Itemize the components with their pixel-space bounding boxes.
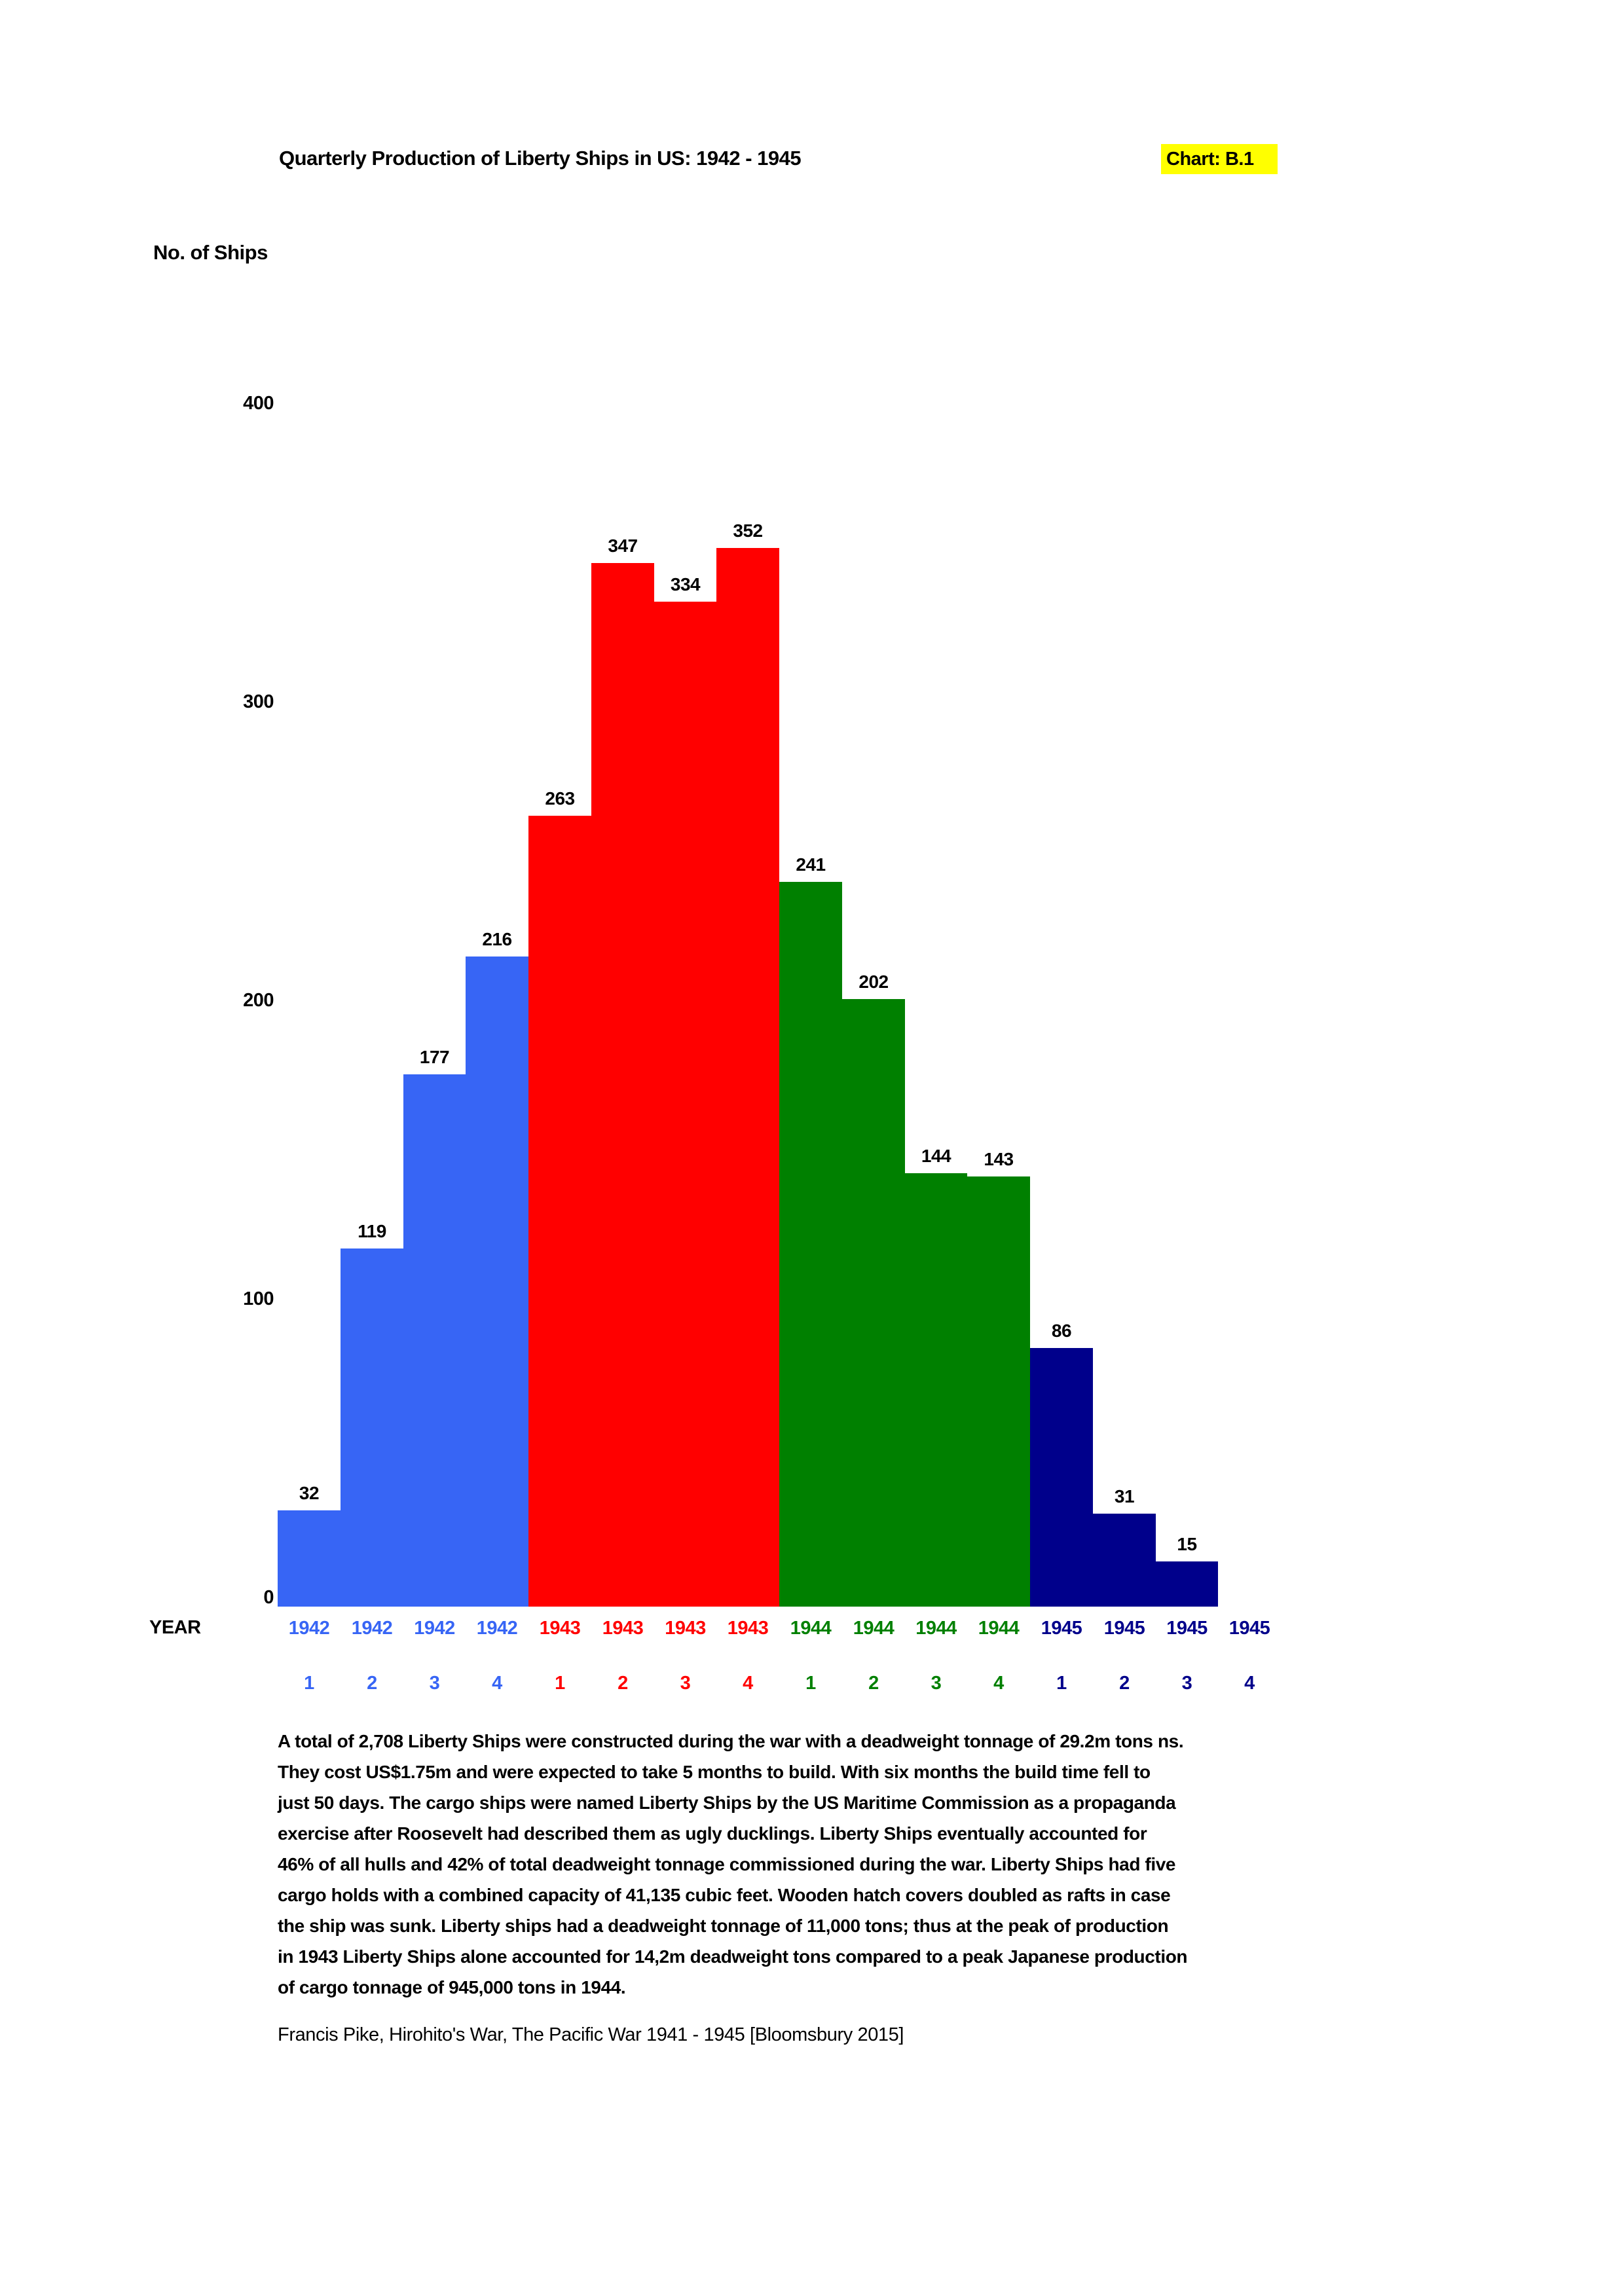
quarter-label: 1 [1056,1673,1067,1694]
year-label: 1945 [1041,1618,1082,1639]
year-label: 1943 [602,1618,644,1639]
year-label: 1942 [351,1618,393,1639]
bar-1943-q4 [716,548,779,1607]
source-citation: Francis Pike, Hirohito's War, The Pacific War 1941 - 1945 [Bloomsbury 2015] [278,2024,904,2045]
paragraph-line: A total of 2,708 Liberty Ships were constructed during the war with a deadweight tonnage of 29.2m tons ns. [278,1731,1184,1751]
y-tick-label: 100 [243,1288,274,1309]
x-axis-label: YEAR [149,1617,201,1638]
bar-value-label: 263 [545,788,575,809]
bar-1944-q2 [842,999,905,1607]
bar-value-label: 202 [858,972,889,992]
bar-1943-q1 [528,816,591,1607]
quarter-label: 4 [1244,1673,1255,1694]
year-label: 1944 [915,1618,957,1639]
bar-1944-q4 [967,1176,1030,1607]
paragraph-line: just 50 days. The cargo ships were named Liberty Ships by the US Maritime Commission as a propaganda [278,1793,1176,1813]
quarter-label: 4 [492,1673,502,1694]
bar-value-label: 144 [921,1146,951,1166]
bar-value-label: 31 [1114,1486,1135,1506]
bar-value-label: 119 [358,1221,386,1241]
y-axis-label: No. of Ships [153,241,268,264]
paragraph-line: cargo holds with a combined capacity of 41,135 cubic feet. Wooden hatch covers doubled as rafts in case [278,1885,1171,1905]
quarter-label: 3 [1181,1673,1192,1694]
paragraph-line: exercise after Roosevelt had described them as ugly ducklings. Liberty Ships eventually accounted for [278,1823,1147,1844]
quarter-label: 2 [618,1673,628,1694]
bar-value-label: 32 [299,1483,320,1503]
bar-1945-q2 [1093,1514,1156,1607]
year-label: 1944 [978,1618,1020,1639]
bar-1944-q3 [905,1173,967,1607]
year-label: 1942 [414,1618,455,1639]
year-label: 1945 [1166,1618,1208,1639]
bar-1942-q1 [278,1510,341,1607]
y-tick-label: 0 [263,1587,274,1608]
chart-ref-badge: Chart: B.1 [1161,144,1278,174]
paragraph-line: 46% of all hulls and 42% of total deadweight tonnage commissioned during the war. Liberty Ships had five [278,1854,1176,1874]
quarter-label: 2 [868,1673,879,1694]
y-tick-label: 200 [243,990,274,1011]
bar-value-label: 352 [733,520,763,541]
quarter-label: 4 [743,1673,753,1694]
year-label: 1945 [1228,1618,1270,1639]
bar-1942-q4 [466,957,528,1607]
bar-value-label: 334 [670,574,701,594]
year-label: 1943 [665,1618,706,1639]
quarter-label: 3 [931,1673,942,1694]
paragraph-line: They cost US$1.75m and were expected to take 5 months to build. With six months the build time fell to [278,1762,1151,1782]
bar-value-label: 15 [1177,1534,1197,1554]
bar-1945-q3 [1156,1561,1218,1607]
quarter-label: 1 [555,1673,565,1694]
chart-title: Quarterly Production of Liberty Ships in US: 1942 - 1945 [279,147,802,170]
bar-value-label: 241 [796,854,826,875]
year-label: 1944 [853,1618,895,1639]
bar-1942-q3 [403,1074,466,1607]
bar-value-label: 347 [608,536,638,556]
quarter-label: 2 [1119,1673,1130,1694]
year-label: 1943 [539,1618,581,1639]
paragraph-line: the ship was sunk. Liberty ships had a deadweight tonnage of 11,000 tons; thus at the peak of production [278,1916,1169,1936]
paragraph-line: of cargo tonnage of 945,000 tons in 1944. [278,1977,626,1997]
bar-1942-q2 [341,1248,403,1607]
quarter-label: 1 [304,1673,314,1694]
year-label: 1943 [727,1618,769,1639]
year-label: 1942 [288,1618,330,1639]
y-tick-label: 300 [243,691,274,712]
paragraph-line: in 1943 Liberty Ships alone accounted for 14,2m deadweight tons compared to a peak Japanese production [278,1946,1188,1967]
bar-value-label: 216 [482,929,512,949]
bar-value-label: 143 [984,1149,1014,1169]
bar-value-label: 177 [419,1047,450,1067]
bar-1943-q3 [654,602,716,1607]
quarter-label: 2 [367,1673,377,1694]
year-label: 1945 [1103,1618,1145,1639]
bar-value-label: 86 [1051,1321,1072,1341]
year-label: 1942 [476,1618,518,1639]
quarter-label: 1 [805,1673,816,1694]
quarter-label: 4 [993,1673,1004,1694]
year-label: 1944 [790,1618,832,1639]
quarter-label: 3 [429,1673,440,1694]
y-tick-label: 400 [243,393,274,414]
bar-1943-q2 [591,563,654,1607]
bar-1945-q1 [1030,1348,1093,1607]
quarter-label: 3 [680,1673,691,1694]
